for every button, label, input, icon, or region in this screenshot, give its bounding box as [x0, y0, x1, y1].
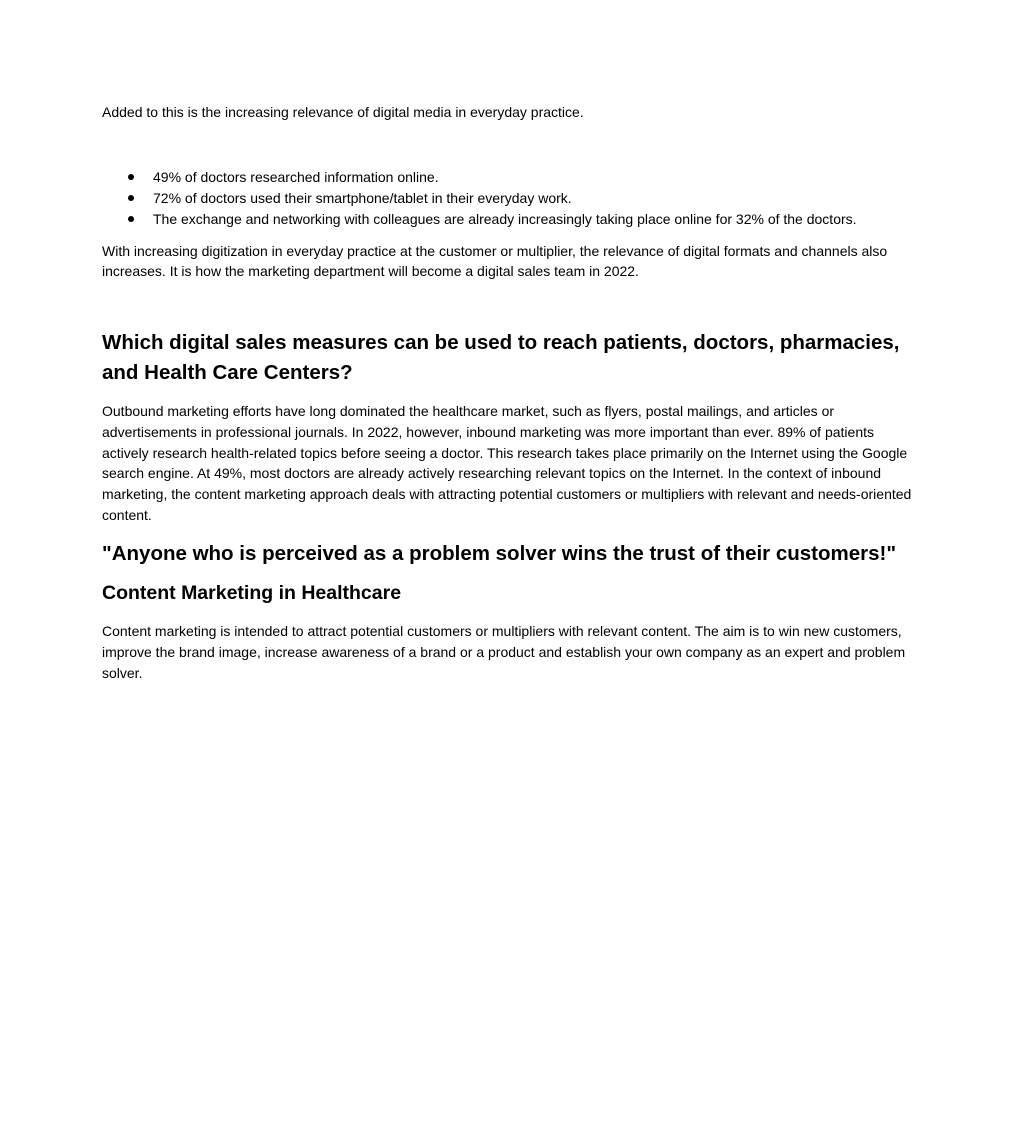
content-marketing-paragraph: Content marketing is intended to attract potential customers or multipliers with relevant content. The aim is to win new customers, improve the brand image, increase awareness of a brand or a product and establish your own company as an expert and problem solver.: [102, 623, 906, 681]
bullet-icon: [128, 174, 134, 180]
bullet-icon: [128, 216, 134, 222]
list-item: [102, 209, 922, 230]
list-item-text: The exchange and networking with colleagues are already increasingly taking place online for 32% of the doctors.: [153, 210, 857, 227]
statistics-list: [102, 167, 922, 230]
bullet-icon: [128, 195, 134, 201]
list-item: [102, 167, 922, 188]
list-item: [102, 188, 922, 209]
list-item-text: 49% of doctors researched information online.: [153, 168, 439, 185]
digital-sales-paragraph: With increasing digitization in everyday practice at the customer or multiplier, the relevance of digital formats and channels also increases. It is how the marketing department will become a digital sales team in 2022.: [102, 242, 888, 280]
intro-paragraph: Added to this is the increasing relevance of digital media in everyday practice.: [102, 104, 584, 120]
content-marketing-heading: Content Marketing in Healthcare: [102, 582, 402, 605]
document-page: [102, 102, 922, 683]
list-item-text: 72% of doctors used their smartphone/tablet in their everyday work.: [153, 189, 572, 206]
measures-heading: Which digital sales measures can be used to reach patients, doctors, pharmacies, and Health Care Centers?: [102, 331, 900, 385]
outbound-marketing-paragraph: Outbound marketing efforts have long dominated the healthcare market, such as flyers, postal mailings, and articles or advertisements in professional journals. In 2022, however, inbound marketing was more important than ever. 89% of patients actively research health-related topics before seeing a doctor. This research takes place primarily on the Internet using the Google search engine. At 49%, most doctors are already actively researching relevant topics on the Internet. In the context of inbound marketing, the content marketing approach deals with attracting potential customers or multipliers with relevant and needs-oriented content.: [102, 403, 912, 523]
quote-heading: "Anyone who is perceived as a problem solver wins the trust of their customers!": [102, 542, 897, 566]
